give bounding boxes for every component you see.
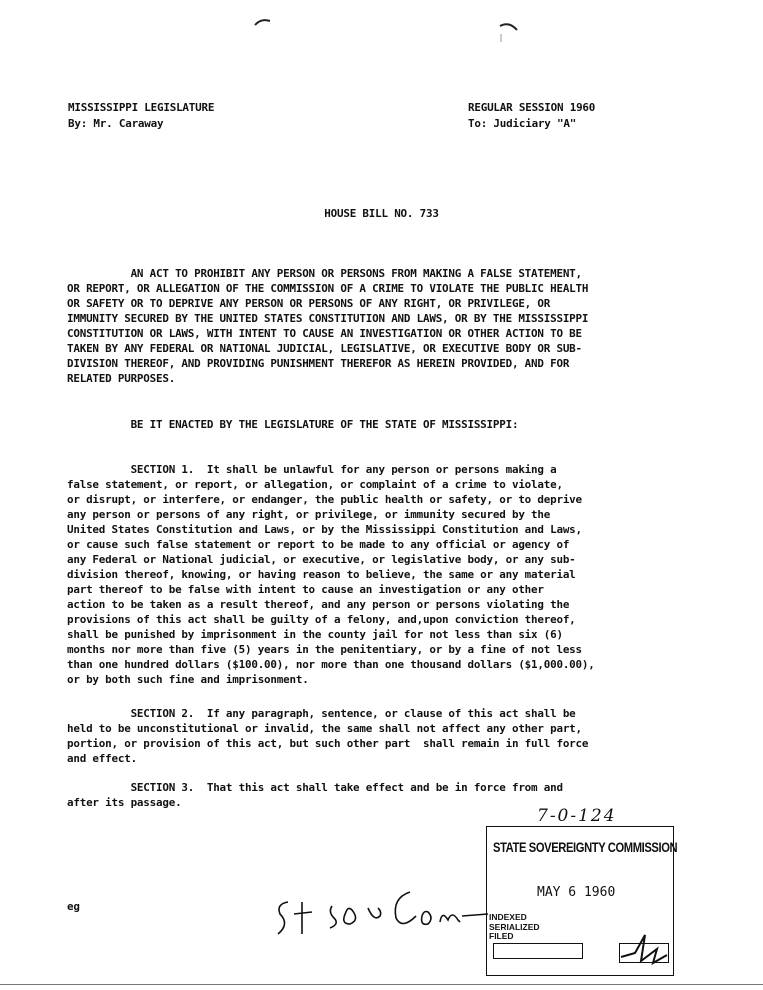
handwritten-note-signature: [270, 872, 490, 942]
committee-label: To: Judiciary "A": [468, 117, 577, 130]
stamp-field-box: [493, 943, 583, 959]
section-1: SECTION 1. It shall be unlawful for any person or persons making a false statement, or report, or allegation, or complaint of a crime to violate, or disrupt, or interfere, or endanger, the public health or safety, or to deprive any person or persons of any right, or privilege, or immunity secured by the United States Constitution and Laws, or by the Mississippi Constitution and Laws, or cause such false statement or report to be made to any official or agency of any Federal or National judicial, or executive, or legislative body, or any sub- division thereof, knowing, or having reason to believe, the same or any material part thereof to be false with intent to cause an investigation or any other action to be taken as a result thereof, and any person or persons violating the provisions of this act shall be guilty of a felony, and,upon conviction thereof, shall be punished by imprisonment in the county jail for not less than six (6) months nor more than five (5) years in the penitentiary, or by a fine of not less than one hundred dollars ($100.00), nor more than one thousand dollars ($1,000.00), or by both such fine and imprisonment.: [67, 463, 595, 686]
header-left: [68, 100, 214, 132]
handwritten-file-number: 7-0-124: [537, 806, 617, 826]
legislature-label: MISSISSIPPI LEGISLATURE: [68, 101, 215, 114]
bill-number: HOUSE BILL NO. 733: [324, 207, 439, 220]
stamp-indexed: INDEXED: [489, 912, 527, 922]
stamp-date: MAY 6 1960: [537, 885, 616, 900]
stamp-serialized: SERIALIZED: [489, 921, 540, 932]
stamp-signature-scribble: [617, 927, 671, 967]
stamp-title: STATE SOVEREIGNTY COMMISSION: [493, 839, 678, 855]
section-3: SECTION 3. That this act shall take effect and be in force from and after its passage.: [67, 781, 563, 809]
stamp-status-lines: [489, 913, 540, 942]
stamp-filed: FILED: [489, 931, 514, 941]
punch-mark-right: [497, 20, 521, 44]
punch-mark-left: [253, 16, 273, 28]
enacting-clause: BE IT ENACTED BY THE LEGISLATURE OF THE STATE OF MISSISSIPPI:: [67, 418, 519, 431]
session-label: REGULAR SESSION 1960: [468, 101, 596, 114]
section-2: SECTION 2. If any paragraph, sentence, or clause of this act shall be held to be unconstitutional or invalid, the same shall not affect any other part, portion, or provision of this act, but such other part shall remain in full force and effect.: [67, 707, 589, 765]
typist-initials: eg: [67, 900, 80, 913]
bottom-edge-rule: [0, 984, 763, 985]
sponsor-label: By: Mr. Caraway: [68, 117, 164, 130]
sovereignty-commission-stamp: [486, 826, 678, 976]
bill-title: AN ACT TO PROHIBIT ANY PERSON OR PERSONS FROM MAKING A FALSE STATEMENT, OR REPORT, OR ALLEGATION OF THE COMMISSION OF A CRIME TO VIOLATE THE PUBLIC HEALTH OR SAFETY OR TO DEPRIVE ANY PERSON OR PERSONS OF ANY RIGHT, OR PRIVILEGE, OR IMMUNITY SECURED BY THE UNITED STATES CONSTITUTION AND LAWS, OR BY THE MISSISSIPPI CONSTITUTION OR LAWS, WITH INTENT TO CAUSE AN INVESTIGATION OR OTHER ACTION TO BE TAKEN BY ANY FEDERAL OR NATIONAL JUDICIAL, LEGISLATIVE, OR EXECUTIVE BODY OR SUB- DIVISION THEREOF, AND PROVIDING PUNISHMENT THEREFOR AS HEREIN PROVIDED, AND FOR RELATED PURPOSES.: [67, 267, 589, 385]
header-right: [468, 100, 595, 132]
